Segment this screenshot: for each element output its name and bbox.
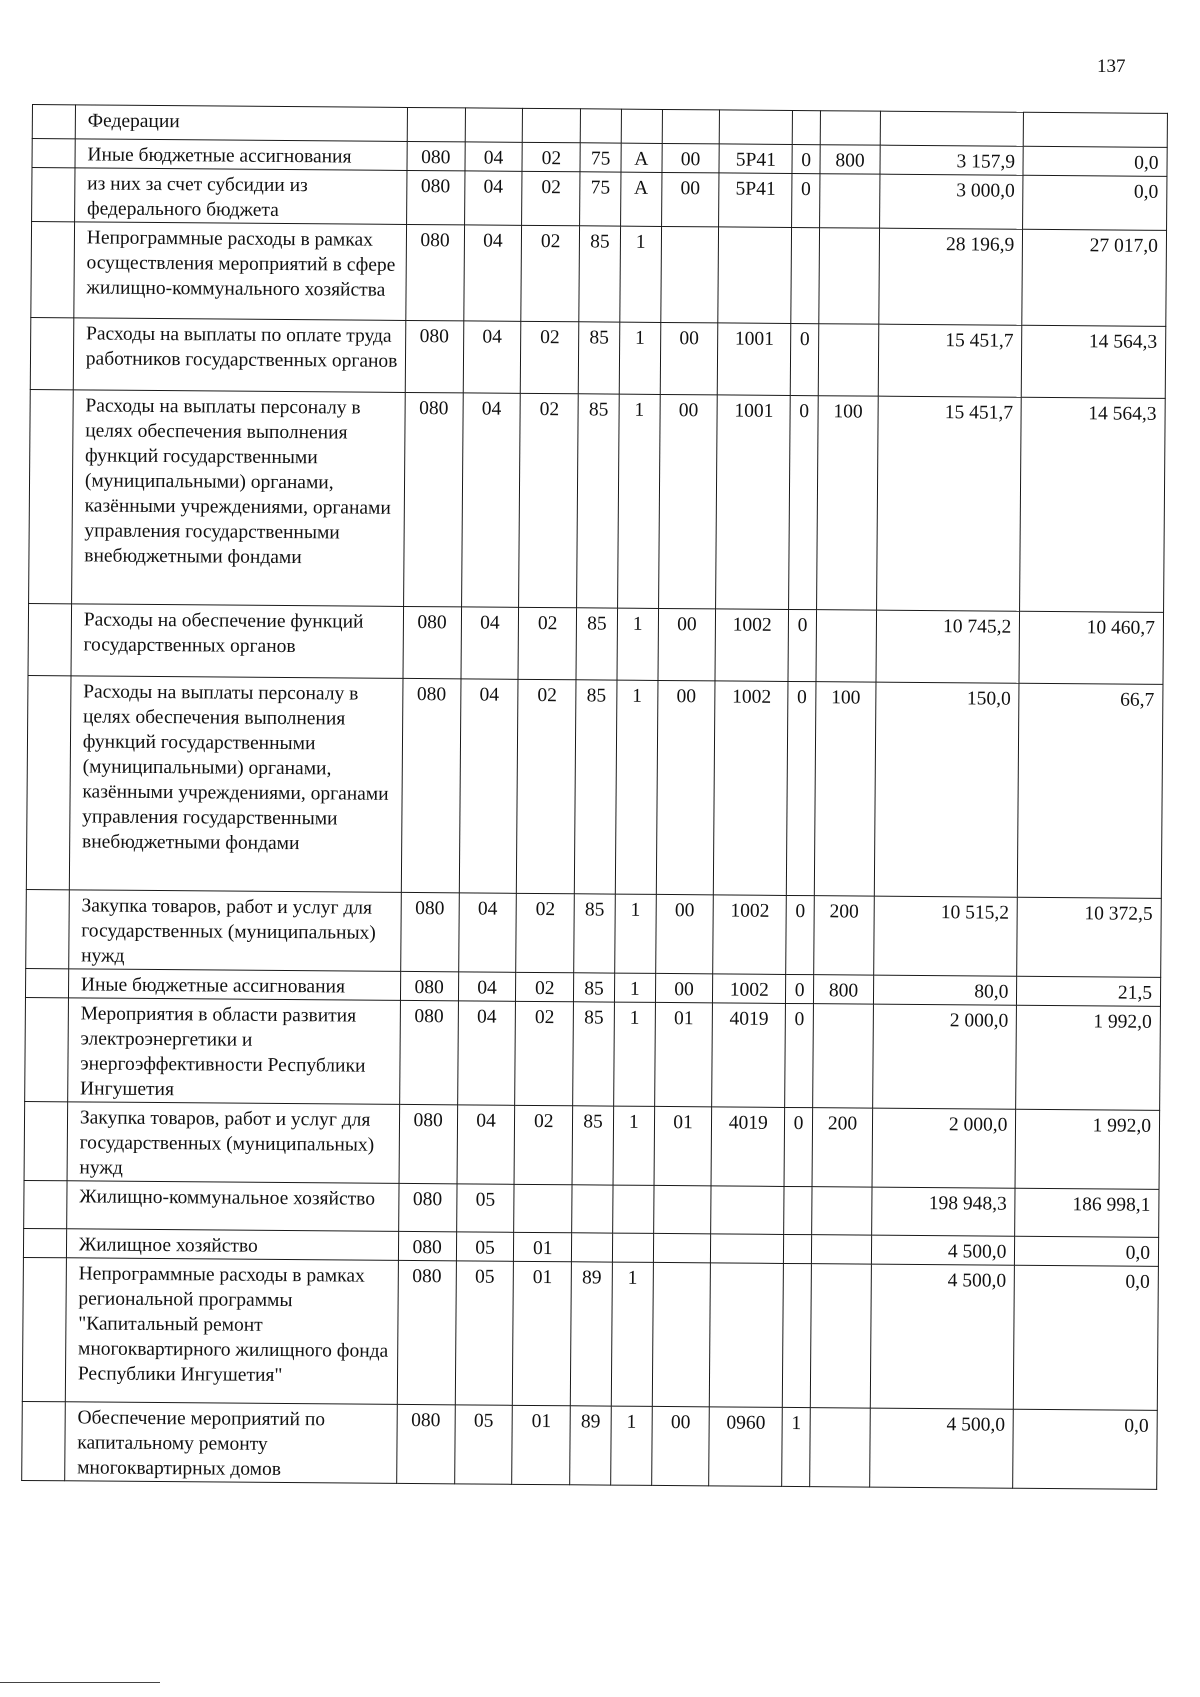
code-cell-c1: 080 — [397, 1260, 456, 1404]
code-cell-c8: 0 — [788, 609, 816, 681]
code-cell-c8 — [791, 227, 820, 323]
amount-cell-v1: 80,0 — [873, 975, 1017, 1005]
code-cell-c6: 00 — [662, 143, 720, 172]
code-cell-c3: 02 — [518, 607, 576, 679]
table-body — [22, 105, 1168, 1490]
amount-cell-v2: 14 564,3 — [1022, 325, 1166, 398]
amount-cell-v1: 150,0 — [874, 682, 1019, 897]
code-cell-c8 — [784, 1186, 812, 1234]
code-cell-c6: 00 — [660, 322, 718, 394]
amount-cell-v1: 15 451,7 — [877, 396, 1022, 611]
code-cell-c1: 080 — [399, 1000, 458, 1104]
amount-cell-v1: 4 500,0 — [871, 1235, 1015, 1265]
code-cell-c6: 00 — [658, 608, 716, 680]
code-cell-c6 — [653, 1233, 711, 1262]
code-cell-c2: 04 — [463, 225, 522, 321]
row-marker-cell — [32, 168, 75, 222]
code-cell-c5: 1 — [615, 894, 656, 973]
row-name-cell: Иные бюджетные ассигнования — [75, 139, 407, 171]
row-name-cell: Жилищное хозяйство — [66, 1229, 398, 1261]
code-cell-c1: 080 — [398, 1183, 456, 1231]
row-name-cell: Непрограммные расходы в рамках региональной программы "Капитальный ремонт многоквартирного жилищного фонда Республики Ингушетия" — [65, 1258, 398, 1405]
code-cell-c7 — [718, 227, 792, 324]
amount-cell-v2: 21,5 — [1017, 976, 1161, 1006]
row-name-cell: Жилищно-коммунальное хозяйство — [66, 1181, 398, 1232]
amount-cell-v1: 2 000,0 — [872, 1108, 1016, 1188]
row-name-cell: Непрограммные расходы в рамках осуществления мероприятий в сфере жилищно-коммунального хозяйства — [74, 222, 407, 321]
amount-cell-v1: 15 451,7 — [878, 324, 1022, 397]
code-cell-c8: 0 — [792, 144, 820, 173]
row-name-cell: Расходы на выплаты персоналу в целях обеспечения выполнения функций государственными (муниципальными) органами, казёнными учреждениями, органами управления государственными внебюджетными фондами — [69, 676, 403, 893]
row-marker-cell — [29, 389, 74, 603]
code-cell-c7: 1002 — [713, 974, 786, 1004]
code-cell-c7 — [710, 1263, 784, 1408]
code-cell-c5: А — [621, 143, 662, 172]
code-cell-c1: 080 — [396, 1404, 454, 1483]
code-cell-c9 — [810, 1264, 871, 1408]
code-cell-c2: 04 — [463, 321, 521, 393]
code-cell-c8: 0 — [784, 1107, 812, 1186]
code-cell-c4 — [580, 109, 621, 143]
code-cell-c8: 0 — [786, 974, 814, 1003]
code-cell-c6: 00 — [651, 1406, 709, 1485]
code-cell-c5: 1 — [613, 1106, 654, 1185]
amount-cell-v2: 14 564,3 — [1020, 397, 1165, 612]
code-cell-c5 — [621, 109, 662, 143]
code-cell-c6: 01 — [654, 1002, 713, 1106]
amount-cell-v1: 28 196,9 — [879, 228, 1023, 325]
code-cell-c7: 4019 — [712, 1003, 786, 1108]
code-cell-c3: 01 — [513, 1261, 572, 1405]
amount-cell-v1: 3 157,9 — [880, 145, 1024, 175]
code-cell-c3: 02 — [517, 679, 576, 893]
row-marker-cell — [25, 968, 68, 997]
code-cell-c1: 080 — [400, 971, 458, 1000]
code-cell-c1: 080 — [406, 224, 465, 320]
code-cell-c6: 00 — [658, 394, 717, 608]
amount-cell-v2: 1 992,0 — [1015, 1109, 1159, 1189]
row-marker-cell — [24, 1101, 67, 1180]
code-cell-c7: 1002 — [713, 895, 786, 975]
amount-cell-v2: 10 460,7 — [1019, 611, 1163, 684]
code-cell-c4 — [572, 1185, 613, 1233]
code-cell-c3: 02 — [514, 1105, 572, 1184]
code-cell-c6 — [652, 1262, 711, 1406]
table-row — [31, 222, 1167, 327]
row-name-cell: Расходы на обеспечение функций государственных органов — [71, 604, 403, 679]
code-cell-c2: 05 — [455, 1261, 514, 1405]
amount-cell-v2: 186 998,1 — [1015, 1188, 1159, 1237]
code-cell-c9 — [813, 1004, 874, 1108]
code-cell-c9: 800 — [820, 145, 880, 174]
code-cell-c8: 0 — [785, 1003, 814, 1107]
code-cell-c9 — [810, 1408, 871, 1487]
code-cell-c3 — [514, 1184, 572, 1232]
code-cell-c9 — [819, 228, 880, 324]
code-cell-c8: 0 — [790, 323, 818, 395]
row-name-cell: Мероприятия в области развития электроэнергетики и энергоэффективности Республики Ингушетия — [67, 998, 400, 1105]
code-cell-c5: 1 — [615, 680, 657, 894]
table-row — [22, 1401, 1158, 1489]
code-cell-c9 — [811, 1235, 871, 1264]
code-cell-c6: 00 — [655, 973, 713, 1002]
code-cell-c8 — [782, 1263, 811, 1407]
row-name-cell: Расходы на выплаты персоналу в целях обеспечения выполнения функций государственными (муниципальными) органами, казёнными учреждениями, органами управления государственными внебюджетными фондами — [71, 390, 405, 607]
row-marker-cell — [22, 1257, 66, 1401]
code-cell-c8: 0 — [786, 895, 814, 974]
code-cell-c2: 05 — [456, 1184, 514, 1232]
code-cell-c4: 89 — [570, 1406, 611, 1485]
code-cell-c4: 85 — [574, 973, 615, 1002]
row-name-cell: Расходы на выплаты по оплате труда работников государственных органов — [73, 318, 405, 393]
code-cell-c5: 1 — [617, 608, 658, 680]
code-cell-c2: 04 — [457, 1001, 516, 1105]
code-cell-c3: 01 — [514, 1232, 572, 1261]
code-cell-c3: 02 — [519, 393, 578, 607]
page-number: 137 — [1097, 56, 1126, 77]
code-cell-c7: 1002 — [714, 681, 788, 896]
page-bottom-rule — [0, 1682, 160, 1683]
code-cell-c4: 75 — [580, 172, 621, 226]
code-cell-c9 — [816, 610, 877, 682]
code-cell-c3: 02 — [522, 142, 580, 171]
row-marker-cell — [28, 603, 71, 675]
code-cell-c4 — [572, 1233, 613, 1262]
code-cell-c7: 1001 — [718, 323, 791, 396]
row-marker-cell — [30, 317, 73, 389]
code-cell-c9 — [820, 174, 880, 228]
code-cell-c7: 1001 — [716, 395, 790, 610]
code-cell-c9 — [812, 1187, 872, 1235]
code-cell-c4: 85 — [575, 680, 617, 894]
code-cell-c6: 01 — [654, 1106, 712, 1185]
row-marker-cell — [25, 997, 69, 1101]
table-row — [22, 1257, 1158, 1410]
code-cell-c5: 1 — [617, 394, 659, 608]
code-cell-c8: 1 — [782, 1407, 810, 1486]
code-cell-c7 — [711, 1186, 784, 1235]
code-cell-c6 — [660, 226, 719, 322]
code-cell-c8 — [792, 110, 820, 144]
code-cell-c7: 1002 — [715, 609, 788, 682]
amount-cell-v2: 66,7 — [1018, 683, 1163, 898]
code-cell-c1: 080 — [401, 678, 460, 892]
code-cell-c3: 01 — [512, 1405, 570, 1484]
amount-cell-v2: 0,0 — [1015, 1236, 1159, 1266]
code-cell-c1: 080 — [403, 392, 462, 606]
amount-cell-v2: 0,0 — [1013, 1409, 1157, 1489]
amount-cell-v1 — [880, 111, 1024, 146]
row-marker-cell — [26, 889, 69, 968]
row-marker-cell — [32, 139, 75, 168]
code-cell-c6 — [662, 109, 720, 143]
row-name-cell: Обеспечение мероприятий по капитальному ремонту многоквартирных домов — [65, 1402, 398, 1484]
code-cell-c4: 89 — [570, 1262, 612, 1406]
code-cell-c3: 02 — [515, 1001, 574, 1105]
amount-cell-v2: 27 017,0 — [1022, 229, 1166, 326]
code-cell-c2: 04 — [458, 972, 516, 1001]
amount-cell-v2: 10 372,5 — [1017, 897, 1161, 977]
code-cell-c7 — [711, 1234, 784, 1264]
code-cell-c8: 0 — [792, 173, 820, 227]
code-cell-c1: 080 — [398, 1231, 456, 1260]
code-cell-c3: 02 — [522, 171, 580, 225]
code-cell-c1: 080 — [406, 170, 464, 224]
table-row — [30, 317, 1166, 398]
code-cell-c9: 100 — [814, 682, 876, 896]
code-cell-c1 — [407, 107, 465, 141]
code-cell-c9 — [820, 111, 880, 145]
amount-cell-v2: 1 992,0 — [1016, 1005, 1160, 1110]
amount-cell-v1: 2 000,0 — [873, 1004, 1017, 1109]
code-cell-c5: А — [620, 172, 661, 226]
code-cell-c2: 04 — [457, 1105, 515, 1184]
code-cell-c4: 85 — [579, 226, 620, 322]
code-cell-c8: 0 — [786, 681, 816, 895]
row-name-cell: Закупка товаров, работ и услуг для государственных (муниципальных) нужд — [69, 890, 402, 972]
code-cell-c7 — [720, 110, 793, 145]
code-cell-c6: 00 — [655, 894, 713, 973]
row-marker-cell — [31, 222, 75, 318]
code-cell-c5 — [613, 1185, 654, 1233]
amount-cell-v2: 0,0 — [1023, 146, 1167, 176]
code-cell-c2: 04 — [461, 393, 520, 607]
row-marker-cell — [22, 1401, 65, 1480]
code-cell-c7: 5Р41 — [719, 144, 792, 174]
amount-cell-v2 — [1024, 112, 1168, 147]
code-cell-c2: 04 — [464, 171, 522, 225]
code-cell-c5: 1 — [611, 1262, 653, 1406]
code-cell-c1: 080 — [400, 892, 458, 971]
amount-cell-v1: 10 515,2 — [874, 896, 1018, 976]
row-name-cell: Закупка товаров, работ и услуг для государственных (муниципальных) нужд — [67, 1102, 400, 1184]
code-cell-c1: 080 — [399, 1104, 457, 1183]
code-cell-c2: 04 — [459, 679, 518, 893]
code-cell-c2: 04 — [458, 893, 516, 972]
budget-table — [21, 104, 1168, 1490]
code-cell-c3: 02 — [521, 321, 579, 393]
amount-cell-v1: 4 500,0 — [870, 1408, 1014, 1488]
amount-cell-v1: 198 948,3 — [872, 1187, 1016, 1236]
table-row — [28, 603, 1164, 684]
table-row — [25, 997, 1161, 1110]
table-row — [32, 168, 1167, 231]
code-cell-c6: 00 — [661, 172, 719, 226]
code-cell-c5: 1 — [614, 973, 655, 1002]
amount-cell-v2: 0,0 — [1014, 1265, 1159, 1410]
code-cell-c3: 02 — [516, 972, 574, 1001]
code-cell-c4: 85 — [574, 894, 615, 973]
row-marker-cell — [24, 1180, 67, 1228]
row-marker-cell — [26, 675, 71, 889]
code-cell-c7: 5Р41 — [719, 173, 792, 228]
code-cell-c1: 080 — [407, 141, 465, 170]
code-cell-c3: 02 — [516, 893, 574, 972]
code-cell-c4: 85 — [577, 394, 619, 608]
code-cell-c5 — [612, 1233, 653, 1262]
code-cell-c8 — [784, 1234, 812, 1263]
budget-table-wrapper — [21, 104, 1168, 1490]
code-cell-c2: 04 — [461, 607, 519, 679]
amount-cell-v1: 3 000,0 — [880, 174, 1024, 229]
row-name-cell: Иные бюджетные ассигнования — [68, 969, 400, 1001]
code-cell-c5: 1 — [619, 322, 660, 394]
code-cell-c4: 85 — [578, 322, 619, 394]
code-cell-c9: 100 — [817, 396, 879, 610]
code-cell-c9: 200 — [812, 1108, 873, 1187]
code-cell-c9 — [818, 324, 879, 396]
row-name-cell: Федерации — [75, 105, 407, 142]
table-row — [26, 889, 1162, 977]
amount-cell-v1: 4 500,0 — [870, 1264, 1015, 1409]
code-cell-c1: 080 — [403, 606, 461, 678]
code-cell-c5: 1 — [611, 1406, 652, 1485]
code-cell-c7: 4019 — [711, 1107, 784, 1187]
row-marker-cell — [23, 1228, 66, 1257]
code-cell-c4: 85 — [576, 608, 617, 680]
code-cell-c4: 85 — [573, 1002, 615, 1106]
code-cell-c2: 04 — [465, 142, 523, 171]
table-row — [24, 1101, 1160, 1189]
code-cell-c6 — [653, 1185, 711, 1233]
code-cell-c7: 0960 — [709, 1407, 782, 1487]
amount-cell-v2: 0,0 — [1023, 175, 1167, 230]
row-name-cell: из них за счет субсидии из федерального бюджета — [74, 168, 406, 225]
code-cell-c4: 85 — [572, 1106, 613, 1185]
code-cell-c6: 00 — [656, 680, 715, 894]
code-cell-c9: 800 — [813, 975, 873, 1004]
code-cell-c3 — [523, 108, 581, 142]
code-cell-c2: 05 — [454, 1405, 512, 1484]
amount-cell-v1: 10 745,2 — [876, 610, 1020, 683]
code-cell-c5: 1 — [620, 226, 661, 322]
code-cell-c8: 0 — [789, 395, 819, 609]
code-cell-c1: 080 — [405, 320, 463, 392]
code-cell-c9: 200 — [814, 896, 875, 975]
code-cell-c4: 75 — [580, 143, 621, 172]
code-cell-c2 — [465, 108, 523, 142]
row-marker-cell — [32, 105, 75, 139]
table-row — [29, 389, 1166, 612]
code-cell-c2: 05 — [456, 1232, 514, 1261]
table-row — [26, 675, 1163, 898]
code-cell-c5: 1 — [614, 1002, 656, 1106]
code-cell-c3: 02 — [521, 225, 580, 321]
